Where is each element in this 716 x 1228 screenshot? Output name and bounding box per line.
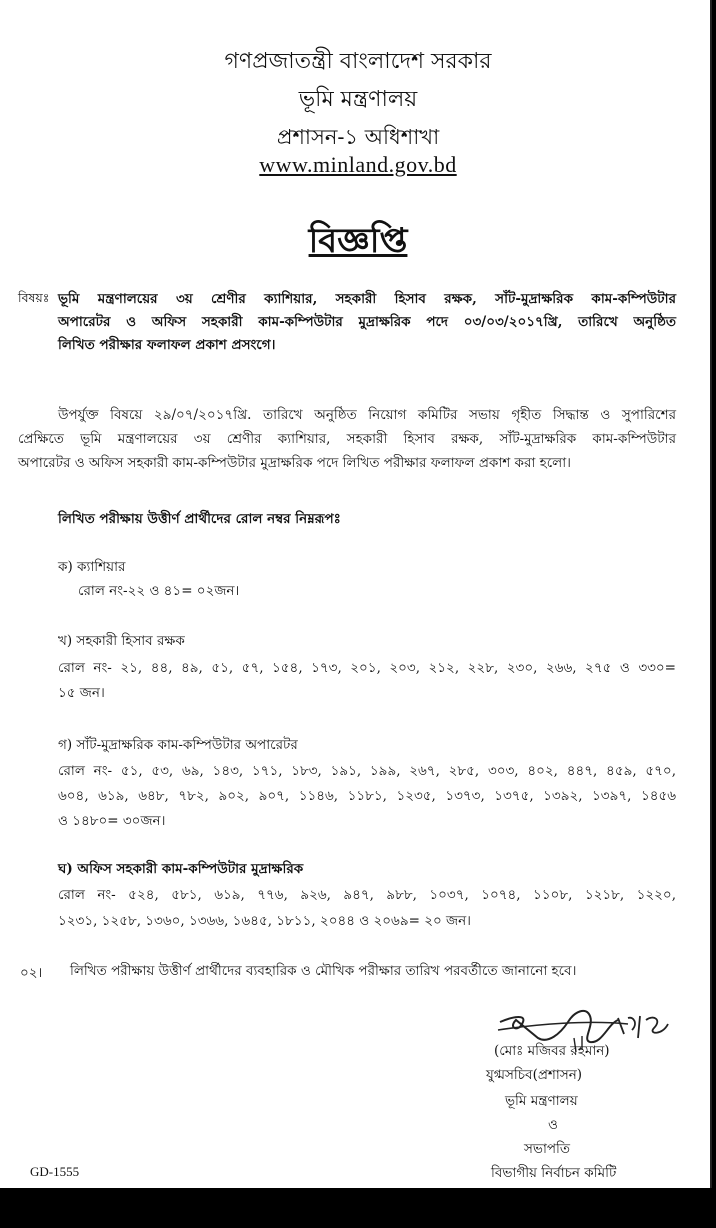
signatory-conjunction: ও — [548, 1117, 558, 1133]
signatory-office: ভূমি মন্ত্রণালয় — [505, 1093, 578, 1109]
wing-name: প্রশাসন-১ অধিশাখা — [276, 125, 440, 149]
signatory-designation: যুগ্মসচিব(প্রশাসন) — [486, 1067, 583, 1083]
ministry-name: ভূমি মন্ত্রণালয় — [298, 87, 418, 112]
paragraph-two-number: ০২। — [20, 965, 43, 981]
scan-edge-border — [0, 1190, 716, 1228]
subject-label: বিষয়ঃ — [18, 290, 50, 305]
stenographer-title: গ) সাঁট-মুদ্রাক্ষরিক কাম-কম্পিউটার অপারেটর — [58, 737, 298, 753]
committee-name: বিভাগীয় নির্বাচন কমিটি — [491, 1165, 617, 1181]
footer-code: GD-1555 — [30, 1164, 80, 1179]
body-line-3: অপারেটর ও অফিস সহকারী কাম-কম্পিউটার মুদ্রাক্ষরিক পদে লিখিত পরীক্ষার ফলাফল প্রকাশ করা হলো। — [18, 455, 571, 471]
passed-candidates-heading: লিখিত পরীক্ষায় উত্তীর্ণ প্রার্থীদের রোল নম্বর নিম্নরূপঃ — [58, 511, 341, 527]
cashier-title: ক) ক্যাশিয়ার — [58, 559, 126, 575]
subject-line-3: লিখিত পরীক্ষার ফলাফল প্রকাশ প্রসংগে। — [58, 337, 276, 353]
website-url: www.minland.gov.bd — [259, 152, 457, 177]
accountant-rolls-line-1: রোল নং- ২১, ৪৪, ৪৯, ৫১, ৫৭, ১৫৪, ১৭৩, ২০১, ২০৩, ২১২, ২২৮, ২৩০, ২৬৬, ২৭৫ ও ৩৩০= — [58, 660, 676, 676]
subject-line-1: ভূমি মন্ত্রণালয়ের ৩য় শ্রেণীর ক্যাশিয়ার, সহকারী হিসাব রক্ষক, সাঁট-মুদ্রাক্ষরিক কাম-কম্পিউটার — [58, 291, 676, 307]
office-assistant-title: ঘ) অফিস সহকারী কাম-কম্পিউটার মুদ্রাক্ষরিক — [58, 861, 304, 877]
stenographer-rolls-line-3: ও ১৪৮০= ৩০জন। — [58, 813, 166, 829]
government-name: গণপ্রজাতন্ত্রী বাংলাদেশ সরকার — [224, 49, 492, 74]
signatory-name: (মোঃ মজিবর রহমান) — [494, 1043, 610, 1059]
body-line-1: উপর্যুক্ত বিষয়ে ২৯/০৭/২০১৭খ্রি. তারিখে অনুষ্ঠিত নিয়োগ কমিটির সভায় গৃহীত সিদ্ধান্ত ও সুপারিশের — [58, 407, 676, 423]
body-line-2: প্রেক্ষিতে ভূমি মন্ত্রণালয়ের ৩য় শ্রেণীর ক্যাশিয়ার, সহকারী হিসাব রক্ষক, সাঁট-মুদ্রাক্ষরিক কাম-কম্পিউটার — [18, 431, 676, 447]
accountant-title: খ) সহকারী হিসাব রক্ষক — [58, 633, 185, 649]
office-assistant-rolls-line-1: রোল নং- ৫২৪, ৫৮১, ৬১৯, ৭৭৬, ৯২৬, ৯৪৭, ৯৮৮, ১০৩৭, ১০৭৪, ১১০৮, ১২১৮, ১২২০, — [58, 887, 676, 903]
signatory-role: সভাপতি — [524, 1141, 571, 1157]
office-assistant-rolls-line-2: ১২৩১, ১২৫৮, ১৩৬০, ১৩৬৬, ১৬৪৫, ১৮১১, ২০৪৪ ও ২০৬৯= ২০ জন। — [58, 913, 472, 929]
stenographer-rolls-line-1: রোল নং- ৫১, ৫৩, ৬৯, ১৪৩, ১৭১, ১৮৩, ১৯১, ১৯৯, ২৬৭, ২৮৫, ৩০৩, ৪০২, ৪৪৭, ৪৫৯, ৫৭০, — [58, 763, 676, 779]
cashier-rolls: রোল নং-২২ ও ৪১= ০২জন। — [78, 583, 240, 599]
paragraph-two-text: লিখিত পরীক্ষায় উত্তীর্ণ প্রার্থীদের ব্যবহারিক ও মৌখিক পরীক্ষার তারিখ পরবর্তীতে জানানো হবে। — [70, 963, 577, 979]
stenographer-rolls-line-2: ৬০৪, ৬১৯, ৬৪৮, ৭৮২, ৯০২, ৯০৭, ১১৪৬, ১১৮১, ১২৩৫, ১৩৭৩, ১৩৭৫, ১৩৯২, ১৩৯৭, ১৪৫৬ — [58, 788, 676, 804]
subject-line-2: অপারেটর ও অফিস সহকারী কাম-কম্পিউটার মুদ্রাক্ষরিক পদে ০৩/০৩/২০১৭খ্রি, তারিখে অনুষ্ঠিত — [58, 314, 676, 330]
notice-title: বিজ্ঞপ্তি — [308, 221, 408, 261]
accountant-rolls-line-2: ১৫ জন। — [58, 685, 105, 701]
